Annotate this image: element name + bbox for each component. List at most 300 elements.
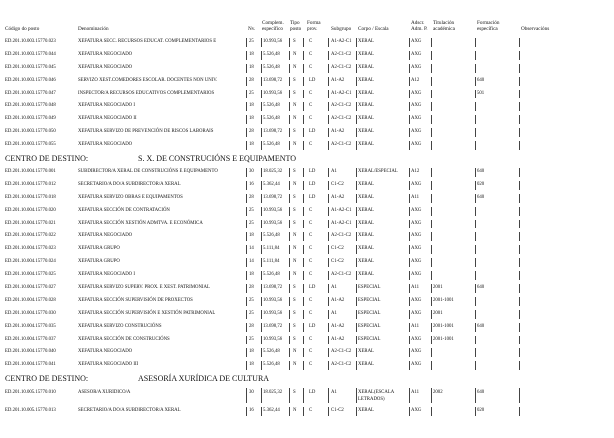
- column-divider: [289, 141, 290, 150]
- column-divider: [431, 388, 432, 403]
- column-divider: [519, 51, 520, 60]
- column-divider: [431, 258, 432, 267]
- cell-denominacion: XEFATURA NEGOCIADO: [78, 233, 133, 239]
- column-divider: [431, 284, 432, 293]
- cell-complem: 13.698,72: [263, 323, 283, 329]
- section-name: ASESORÍA XURÍDICA DE CULTURA: [138, 374, 270, 384]
- column-divider: [289, 336, 290, 345]
- cell-tipo: N: [293, 408, 297, 414]
- column-divider: [246, 284, 247, 293]
- cell-adscr: A11: [411, 194, 420, 200]
- cell-forma: C: [309, 90, 313, 96]
- column-divider: [328, 38, 329, 47]
- table-header: [0, 0, 614, 36]
- cell-denominacion: XEFATURA GRUPO: [78, 246, 120, 252]
- cell-forma: LD: [309, 129, 316, 135]
- cell-nv: 16: [249, 181, 254, 187]
- column-divider: [328, 102, 329, 111]
- cell-adscr: AXG: [411, 408, 422, 414]
- column-divider: [431, 38, 432, 47]
- column-divider: [519, 348, 520, 357]
- column-divider: [289, 77, 290, 86]
- column-divider: [246, 51, 247, 60]
- cell-titulacion: 2001-1001: [433, 297, 454, 303]
- column-divider: [303, 220, 304, 229]
- table-row: [0, 256, 614, 269]
- section-name: S. X. DE CONSTRUCIÓNS E EQUIPAMENTO: [138, 154, 297, 164]
- cell-subgrupo: A1: [331, 285, 337, 291]
- column-divider: [519, 361, 520, 370]
- column-divider: [261, 388, 262, 403]
- column-divider: [328, 181, 329, 190]
- column-divider: [475, 194, 476, 203]
- cell-nv: 25: [249, 336, 254, 342]
- column-divider: [328, 51, 329, 60]
- cell-forma: C: [309, 297, 313, 303]
- cell-codigo: ED.201.10.003.15770.048: [5, 103, 56, 109]
- column-divider: [328, 284, 329, 293]
- cell-nv: 25: [249, 310, 254, 316]
- column-divider: [328, 310, 329, 319]
- cell-subgrupo: A1-A2-C1: [331, 90, 352, 96]
- column-divider: [475, 128, 476, 137]
- cell-denominacion: XEFATURA SECCIÓN SUPERVISIÓN E XESTIÓN PATRIMONIAL: [78, 310, 216, 316]
- cell-tipo: N: [293, 64, 297, 70]
- column-divider: [519, 220, 520, 229]
- cell-tipo: S: [293, 129, 296, 135]
- cell-tipo: N: [293, 259, 297, 265]
- column-divider: [246, 297, 247, 306]
- cell-adscr: AXG: [411, 259, 422, 265]
- header-forma-2: prov.: [307, 26, 318, 32]
- cell-forma: C: [309, 233, 313, 239]
- table-row: [0, 308, 614, 321]
- cell-forma: LD: [309, 181, 316, 187]
- column-divider: [328, 407, 329, 416]
- cell-complem: 10.993,56: [263, 90, 283, 96]
- cell-denominacion: SERVIZO XEST.COMEDORES ESCOLAR. DOCENTES NON UNIV.: [78, 77, 218, 83]
- cell-codigo: ED.201.10.003.15770.047: [5, 90, 56, 96]
- cell-complem: 5.111,84: [263, 259, 280, 265]
- column-divider: [289, 38, 290, 47]
- table-row: [0, 49, 614, 62]
- table-row: [0, 282, 614, 295]
- cell-codigo: ED.201.10.004.15770.020: [5, 207, 56, 213]
- column-divider: [246, 77, 247, 86]
- table-row: [0, 126, 614, 139]
- cell-nv: 14: [249, 246, 254, 252]
- cell-forma: C: [309, 272, 313, 278]
- column-divider: [289, 258, 290, 267]
- column-divider: [246, 310, 247, 319]
- cell-forma: LD: [309, 77, 316, 83]
- cell-tipo: N: [293, 349, 297, 355]
- column-divider: [261, 258, 262, 267]
- cell-adscr: AXG: [411, 246, 422, 252]
- cell-corpo: XERAL: [358, 39, 374, 44]
- cell-complem: 5.526,48: [263, 349, 280, 355]
- column-divider: [289, 168, 290, 177]
- cell-subgrupo: A1-A2: [331, 323, 345, 329]
- column-divider: [303, 194, 304, 203]
- header-tipo-1: Tipo: [290, 20, 300, 26]
- column-divider: [519, 297, 520, 306]
- cell-forma: C: [309, 220, 313, 226]
- cell-complem: 10.993,56: [263, 39, 283, 44]
- cell-complem: 13.698,72: [263, 129, 283, 135]
- column-divider: [289, 181, 290, 190]
- cell-forma: C: [309, 207, 313, 213]
- column-divider: [261, 102, 262, 111]
- column-divider: [475, 361, 476, 370]
- column-divider: [475, 232, 476, 241]
- cell-codigo: ED.201.10.004.15770.040: [5, 349, 56, 355]
- column-divider: [261, 297, 262, 306]
- cell-adscr: AXG: [411, 233, 422, 239]
- column-divider: [431, 64, 432, 73]
- cell-denominacion: INSPECTOR/A RECURSOS EDUCATIVOS COMPLEMENTARIOS: [78, 90, 215, 96]
- column-divider: [328, 115, 329, 124]
- table-row: [0, 205, 614, 218]
- cell-adscr: AXG: [411, 39, 422, 44]
- column-divider: [475, 258, 476, 267]
- cell-complem: 10.993,56: [263, 297, 283, 303]
- cell-corpo: XERAL: [358, 51, 374, 57]
- cell-corpo: XERAL: [358, 220, 374, 226]
- column-divider: [261, 310, 262, 319]
- table-row: [0, 100, 614, 113]
- column-divider: [431, 407, 432, 416]
- cell-complem: 5.362,44: [263, 181, 280, 187]
- column-divider: [246, 232, 247, 241]
- cell-denominacion: XEFATURA SECCIÓN SUPERVISIÓN DE PROXECTOS: [78, 297, 193, 303]
- cell-codigo: ED.201.10.004.15770.022: [5, 233, 56, 239]
- column-divider: [475, 141, 476, 150]
- column-divider: [303, 297, 304, 306]
- column-divider: [261, 284, 262, 293]
- cell-adscr: AXG: [411, 220, 422, 226]
- cell-forma: LD: [309, 169, 316, 175]
- cell-adscr: AXG: [411, 116, 422, 122]
- cell-nv: 16: [249, 408, 254, 414]
- column-divider: [289, 323, 290, 332]
- column-divider: [261, 323, 262, 332]
- cell-complem: 13.698,72: [263, 194, 283, 200]
- cell-adscr: A12: [411, 77, 420, 83]
- column-divider: [261, 115, 262, 124]
- cell-denominacion: XEFATURA NEGOCIADO: [78, 51, 133, 57]
- column-divider: [431, 297, 432, 306]
- header-corpo: Corpo / Escala: [358, 26, 389, 32]
- cell-denominacion: XEFATURA GRUPO: [78, 259, 120, 265]
- table-row: [0, 88, 614, 101]
- table-row: [0, 269, 614, 282]
- header-adscr-1: Adscr.: [411, 20, 425, 26]
- column-divider: [431, 361, 432, 370]
- cell-nv: 25: [249, 90, 254, 96]
- table-row: [0, 295, 614, 308]
- column-divider: [303, 90, 304, 99]
- cell-nv: 28: [249, 194, 254, 200]
- column-divider: [431, 245, 432, 254]
- section-label: CENTRO DE DESTINO:: [5, 374, 89, 384]
- cell-corpo: XERAL: [358, 233, 374, 239]
- section-label: CENTRO DE DESTINO:: [5, 154, 89, 164]
- column-divider: [246, 90, 247, 99]
- cell-complem: 5.111,84: [263, 246, 280, 252]
- column-divider: [289, 271, 290, 280]
- column-divider: [289, 361, 290, 370]
- cell-nv: 25: [249, 39, 254, 44]
- column-divider: [246, 128, 247, 137]
- cell-adscr: AXG: [411, 51, 422, 57]
- cell-forma: C: [309, 64, 313, 70]
- cell-titulacion: 2002: [433, 390, 443, 396]
- cell-forma: C: [309, 310, 313, 316]
- cell-denominacion: XEFATURA SECCIÓN DE CONTRATACIÓN: [78, 207, 170, 213]
- column-divider: [289, 128, 290, 137]
- cell-tipo: S: [293, 285, 296, 291]
- cell-forma: C: [309, 142, 313, 148]
- cell-corpo: XERAL: [358, 77, 374, 83]
- cell-corpo: ESPECIAL: [358, 285, 381, 291]
- cell-complem: 5.526,48: [263, 103, 280, 109]
- cell-nv: 28: [249, 285, 254, 291]
- column-divider: [328, 141, 329, 150]
- column-divider: [261, 51, 262, 60]
- cell-complem: 10.993,56: [263, 207, 283, 213]
- header-complem-2: específico: [262, 26, 284, 32]
- cell-codigo: ED.201.10.004.15770.037: [5, 336, 56, 342]
- cell-corpo: XERAL: [358, 129, 374, 135]
- column-divider: [303, 245, 304, 254]
- section-header: [0, 152, 614, 166]
- cell-denominacion: XEFATURA NEGOCIADO: [78, 142, 133, 148]
- column-divider: [431, 271, 432, 280]
- column-divider: [431, 115, 432, 124]
- cell-adscr: A11: [411, 323, 420, 329]
- header-adscr-2: Adm. P.: [411, 26, 428, 32]
- column-divider: [261, 90, 262, 99]
- cell-nv: 28: [249, 129, 254, 135]
- column-divider: [328, 168, 329, 177]
- cell-denominacion: XEFATURA NEGOCIADO: [78, 64, 133, 70]
- header-denominacion: Denominación: [78, 26, 109, 32]
- table-row: [0, 192, 614, 205]
- cell-tipo: N: [293, 362, 297, 368]
- column-divider: [289, 64, 290, 73]
- column-divider: [261, 232, 262, 241]
- column-divider: [303, 323, 304, 332]
- cell-nv: 25: [249, 207, 254, 213]
- column-divider: [328, 128, 329, 137]
- cell-corpo: XERAL: [358, 272, 374, 278]
- header-formacion-1: Formación: [477, 20, 500, 26]
- cell-codigo: ED.201.10.004.15770.024: [5, 259, 56, 265]
- cell-adscr: AXG: [411, 181, 422, 187]
- cell-forma: C: [309, 116, 313, 122]
- cell-codigo: ED.201.10.003.15770.050: [5, 129, 56, 135]
- cell-codigo: ED.201.10.004.15770.023: [5, 246, 56, 252]
- cell-denominacion: ASESOR/A XURÍDICO/A: [78, 390, 131, 396]
- cell-nv: 25: [249, 220, 254, 226]
- column-divider: [289, 284, 290, 293]
- cell-corpo: XERAL: [358, 194, 374, 200]
- cell-nv: 18: [249, 116, 254, 122]
- column-divider: [261, 181, 262, 190]
- column-divider: [431, 220, 432, 229]
- cell-nv: 30: [249, 390, 254, 396]
- table-row: [0, 166, 614, 179]
- cell-codigo: ED.201.10.004.15770.028: [5, 297, 56, 303]
- cell-corpo: XERAL: [358, 259, 374, 265]
- table-row: [0, 321, 614, 334]
- column-divider: [246, 168, 247, 177]
- cell-complem: 10.993,56: [263, 336, 283, 342]
- column-divider: [303, 232, 304, 241]
- cell-denominacion: XEFATURA NEGOCIADO II: [78, 116, 137, 122]
- cell-subgrupo: C1-C2: [331, 246, 344, 252]
- cell-corpo: ESPECIAL: [358, 297, 381, 303]
- header-complem-1: Complem.: [262, 20, 284, 26]
- column-divider: [475, 348, 476, 357]
- cell-adscr: AXG: [411, 142, 422, 148]
- column-divider: [328, 336, 329, 345]
- column-divider: [475, 64, 476, 73]
- cell-nv: 28: [249, 77, 254, 83]
- cell-subgrupo: A1: [331, 390, 337, 396]
- cell-formacion: 640: [477, 194, 485, 200]
- cell-tipo: S: [293, 297, 296, 303]
- column-divider: [475, 207, 476, 216]
- column-divider: [289, 207, 290, 216]
- column-divider: [303, 407, 304, 416]
- header-codigo: Código do posto: [5, 26, 40, 32]
- cell-formacion: 640: [477, 323, 485, 329]
- column-divider: [328, 258, 329, 267]
- cell-codigo: ED.201.10.003.15770.044: [5, 51, 56, 57]
- cell-titulacion: 2001: [433, 310, 443, 316]
- table-row: [0, 36, 614, 49]
- column-divider: [261, 245, 262, 254]
- cell-subgrupo: C1-C2: [331, 259, 344, 265]
- column-divider: [475, 77, 476, 86]
- table-row: [0, 62, 614, 75]
- cell-complem: 5.362,44: [263, 408, 280, 414]
- cell-forma: C: [309, 103, 313, 109]
- column-divider: [246, 336, 247, 345]
- cell-codigo: ED.201.10.004.15770.025: [5, 272, 56, 278]
- cell-corpo: XERAL: [358, 207, 374, 213]
- column-divider: [431, 141, 432, 150]
- column-divider: [303, 348, 304, 357]
- header-forma-1: Forma: [307, 20, 321, 26]
- column-divider: [261, 407, 262, 416]
- column-divider: [303, 284, 304, 293]
- cell-denominacion: XEFATURA NEGOCIADO I: [78, 103, 135, 109]
- cell-codigo: ED.201.10.003.15770.049: [5, 116, 56, 122]
- column-divider: [431, 51, 432, 60]
- cell-forma: C: [309, 51, 313, 57]
- cell-tipo: S: [293, 310, 296, 316]
- cell-forma: C: [309, 259, 313, 265]
- column-divider: [303, 141, 304, 150]
- cell-formacion: 020: [477, 181, 485, 187]
- column-divider: [246, 38, 247, 47]
- cell-adscr: AXG: [411, 129, 422, 135]
- cell-corpo: ESPECIAL: [358, 336, 381, 342]
- column-divider: [519, 271, 520, 280]
- column-divider: [431, 181, 432, 190]
- column-divider: [328, 323, 329, 332]
- column-divider: [289, 51, 290, 60]
- cell-denominacion: XEFATURA SECCIÓN DE CONSTRUCIÓNS: [78, 336, 170, 342]
- cell-nv: 28: [249, 323, 254, 329]
- table-row: [0, 359, 614, 372]
- cell-tipo: S: [293, 390, 296, 396]
- cell-subgrupo: A2-C1-C2: [331, 272, 352, 278]
- column-divider: [475, 245, 476, 254]
- cell-tipo: S: [293, 169, 296, 175]
- cell-formacion: 640: [477, 169, 485, 175]
- cell-adscr: AXG: [411, 103, 422, 109]
- column-divider: [261, 207, 262, 216]
- cell-tipo: S: [293, 194, 296, 200]
- column-divider: [246, 141, 247, 150]
- column-divider: [519, 258, 520, 267]
- cell-subgrupo: A1-A2: [331, 297, 345, 303]
- cell-adscr: AXG: [411, 362, 422, 368]
- header-nv: Nv.: [248, 26, 256, 32]
- cell-forma: C: [309, 408, 313, 414]
- table-row: [0, 75, 614, 88]
- column-divider: [246, 194, 247, 203]
- column-divider: [246, 245, 247, 254]
- cell-adscr: AXG: [411, 207, 422, 213]
- column-divider: [519, 232, 520, 241]
- column-divider: [289, 297, 290, 306]
- cell-tipo: S: [293, 323, 296, 329]
- cell-denominacion: XEFATURA SERVIZO SUPERV. PROX. E XEST. PATRIMONIAL: [78, 285, 210, 291]
- cell-forma: C: [309, 336, 313, 342]
- cell-tipo: N: [293, 142, 297, 148]
- cell-corpo: XERAL: [358, 246, 374, 252]
- cell-nv: 18: [249, 64, 254, 70]
- cell-forma: LD: [309, 390, 316, 396]
- cell-codigo: ED.201.10.004.15770.041: [5, 362, 56, 368]
- column-divider: [431, 348, 432, 357]
- cell-corpo: XERAL/ESPECIAL: [358, 169, 398, 175]
- column-divider: [431, 207, 432, 216]
- column-divider: [303, 102, 304, 111]
- cell-nv: 18: [249, 362, 254, 368]
- column-divider: [246, 271, 247, 280]
- cell-codigo: ED.201.10.003.15770.055: [5, 142, 56, 148]
- cell-codigo: ED.201.10.004.15770.012: [5, 181, 56, 187]
- cell-denominacion: XEFATURA SECCIÓN XESTIÓN ADMTVA. E ECONÓMICA: [78, 220, 203, 226]
- cell-formacion: 640: [477, 390, 485, 396]
- column-divider: [289, 90, 290, 99]
- cell-nv: 14: [249, 259, 254, 265]
- column-divider: [431, 232, 432, 241]
- header-titulacion-2: académica: [433, 26, 455, 32]
- column-divider: [289, 220, 290, 229]
- column-divider: [246, 348, 247, 357]
- cell-complem: 5.526,48: [263, 116, 280, 122]
- column-divider: [475, 181, 476, 190]
- column-divider: [431, 77, 432, 86]
- column-divider: [246, 207, 247, 216]
